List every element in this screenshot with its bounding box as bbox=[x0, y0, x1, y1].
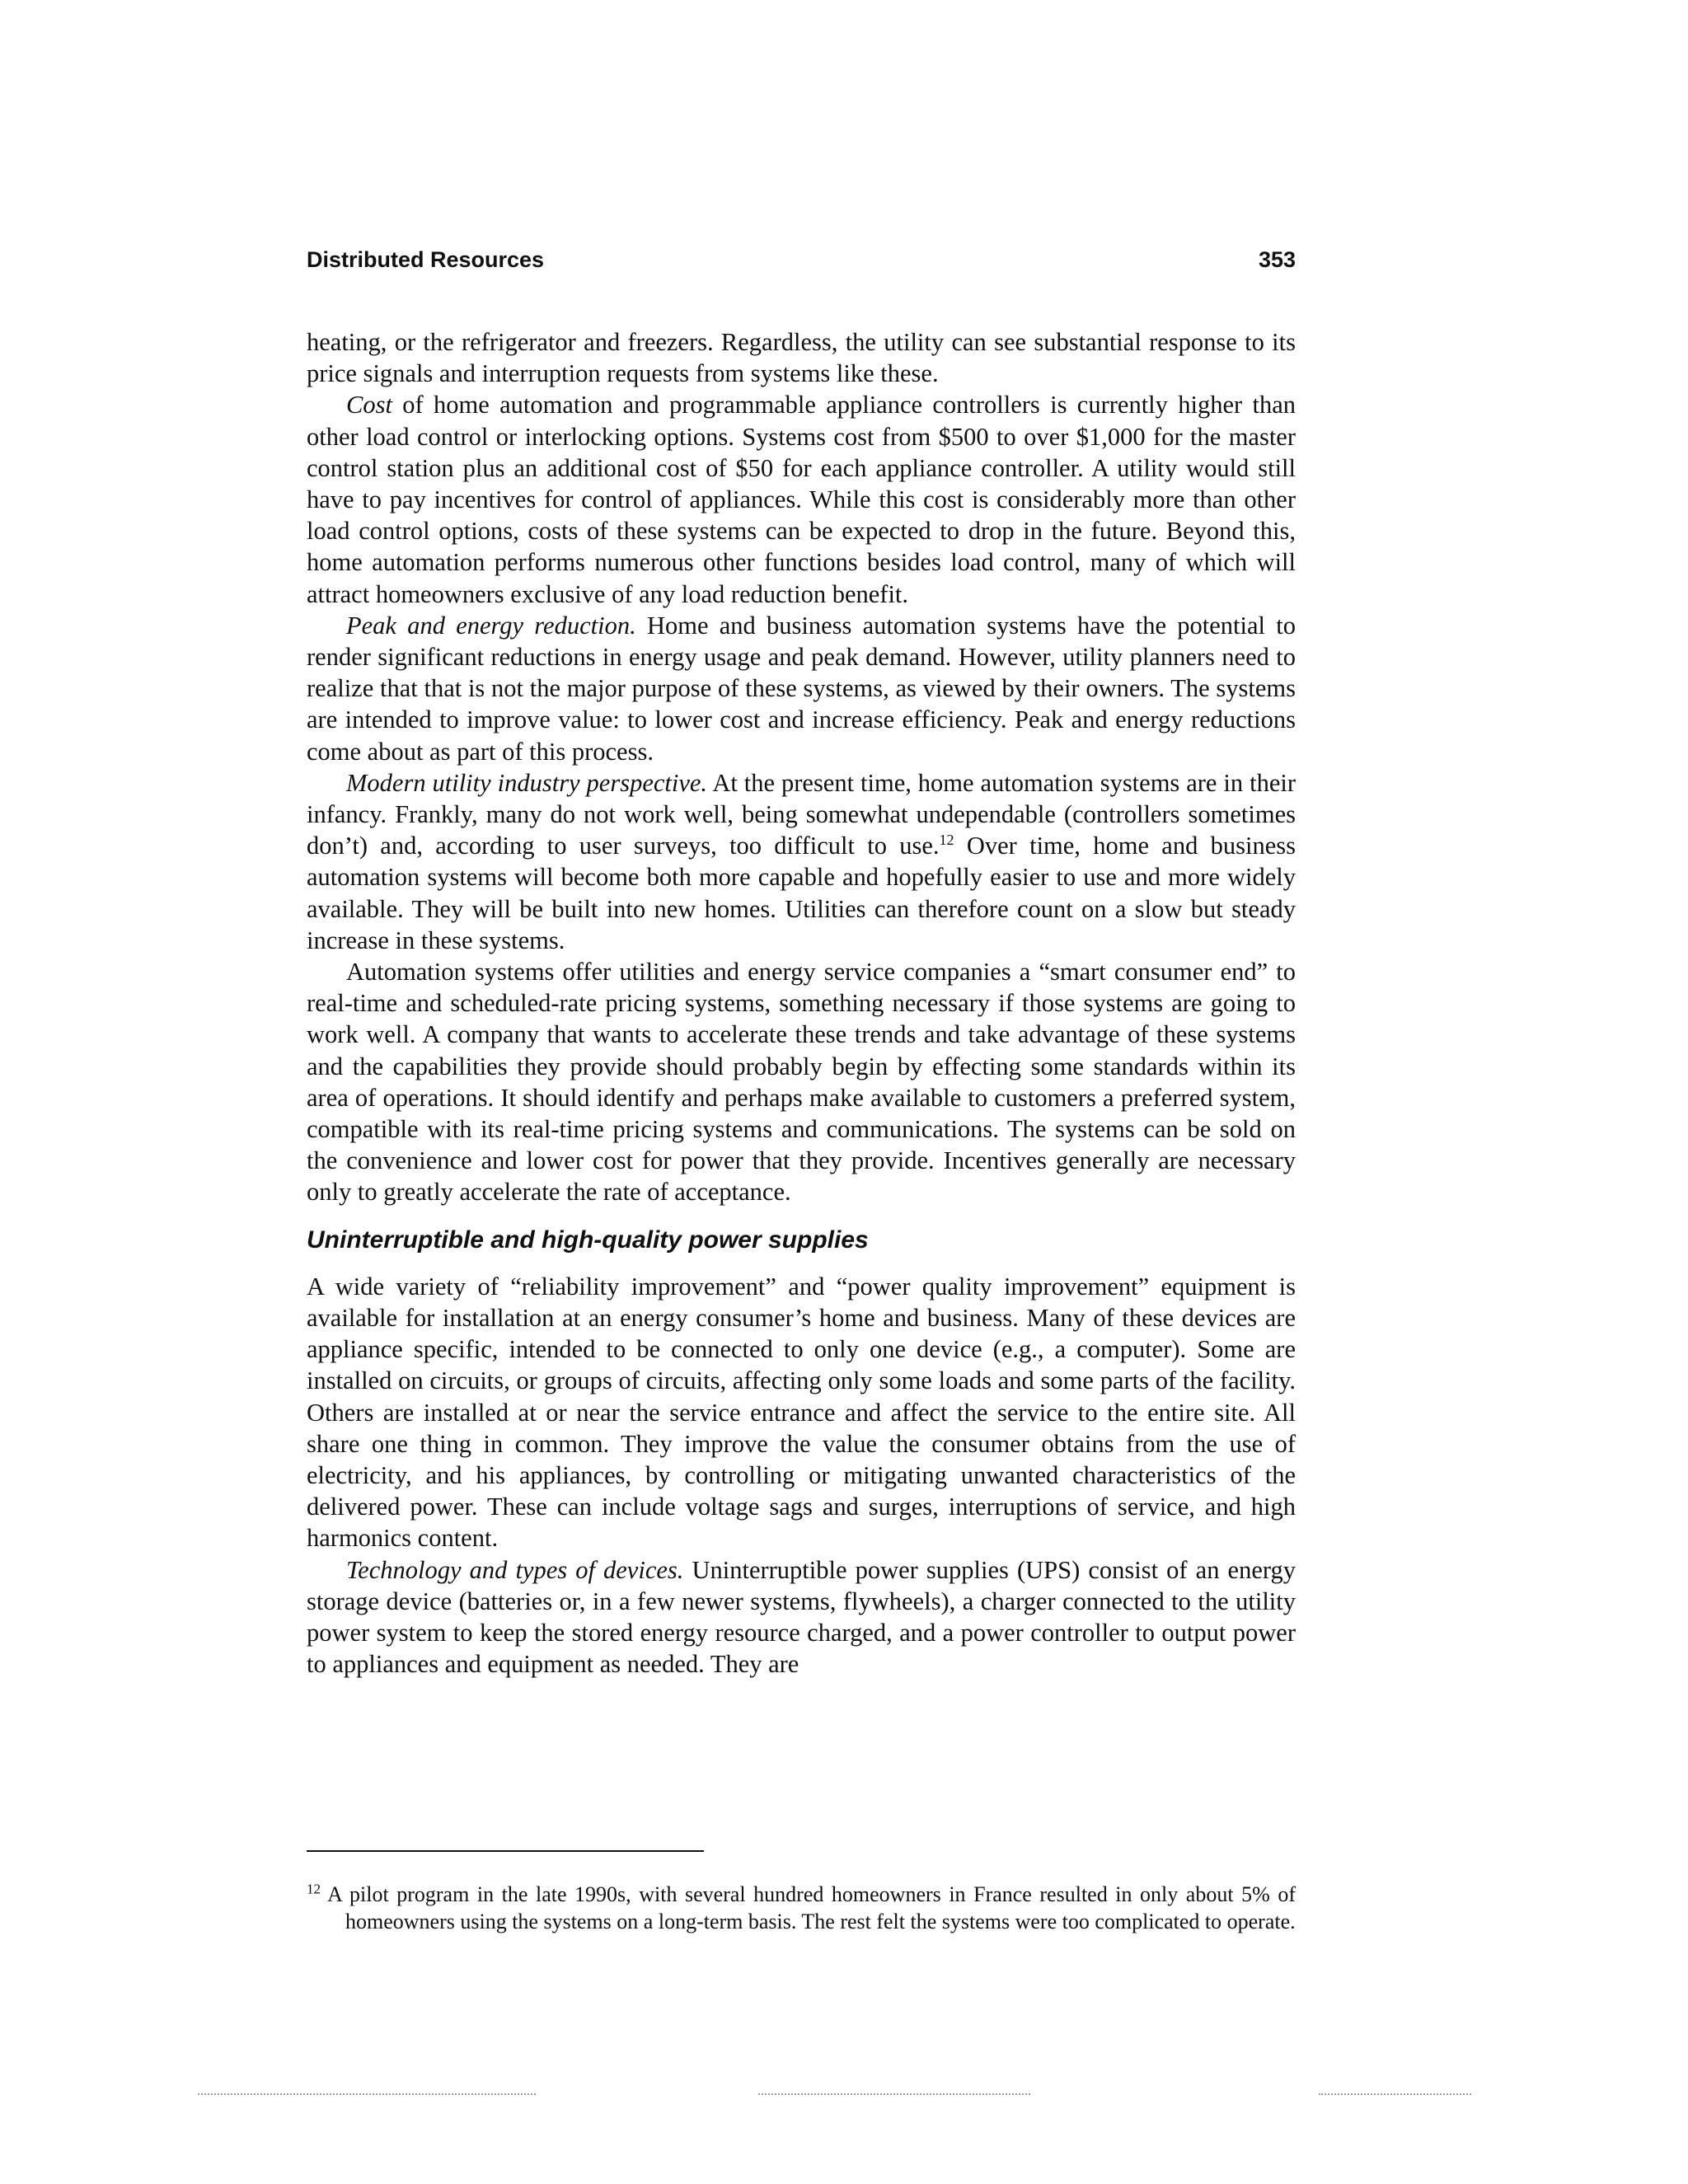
paragraph-peak-energy-reduction bbox=[307, 610, 1296, 767]
running-header bbox=[307, 247, 1296, 284]
paragraph-text: At the present time, home automation systems are in their infancy. Frankly, many do not work well, being somewhat undependable (controllers sometimes don’t) and, according to user surveys, too difficult to use. bbox=[307, 768, 1296, 860]
run-in-heading-perspective: Modern utility industry perspective. bbox=[346, 768, 708, 797]
run-in-heading-technology: Technology and types of devices. bbox=[346, 1555, 684, 1584]
paragraph-cost bbox=[307, 389, 1296, 609]
paragraph-text: Uninterruptible power supplies (UPS) consist of an energy storage device (batteries or, in a few newer systems, flywheels), a charger connected to the utility power system to keep the stored energy resource charged, and a power controller to output power to appliances and equipment as needed. They are bbox=[307, 1555, 1296, 1679]
scan-artifact-line bbox=[0, 2093, 1688, 2100]
running-head-title: Distributed Resources bbox=[307, 247, 545, 272]
section-heading: Uninterruptible and high-quality power supplies bbox=[307, 1226, 869, 1254]
run-in-heading-cost: Cost bbox=[346, 391, 392, 419]
footnote bbox=[307, 1881, 1296, 1935]
paragraph-ups-intro: A wide variety of “reliability improvement” and “power quality improvement” equipment is available for installation at an energy consumer’s home and business. Many of these devices are appliance specific, intended to be connected to only one device (e.g., a computer). Some are installed on circuits, or groups of circuits, affecting only some loads and some parts of the facility. Others are installed at or near the service entrance and affect the service to the entire site. All share one thing in common. They improve the value the consumer obtains from the use of electricity, and his appliances, by controlling or mitigating unwanted characteristics of the delivered power. These can include voltage sags and surges, interruptions of service, and high harmonics content. bbox=[307, 1272, 1296, 1553]
paragraph-continuation: heating, or the refrigerator and freezers. Regardless, the utility can see substantial response to its price signals and interruption requests from systems like these. bbox=[307, 328, 1296, 388]
footnote-marker: 12 bbox=[307, 1881, 321, 1897]
footnote-text-block bbox=[307, 1881, 1296, 1935]
paragraph-text: of home automation and programmable appliance controllers is currently higher than other load control or interlocking options. Systems cost from $500 to over $1,000 for the master control station plus an additional cost of $50 for each appliance controller. A utility would still have to pay incentives for control of appliances. While this cost is considerably more than other load control options, costs of these systems can be expected to drop in the future. Beyond this, home automation performs numerous other functions besides load control, many of which will attract homeowners exclusive of any load reduction benefit. bbox=[307, 391, 1296, 608]
scan-mark bbox=[758, 2093, 1030, 2095]
paragraph-text: Home and business automation systems have the potential to render significant reductions in energy usage and peak demand. However, utility planners need to realize that that is not the major purpose of these systems, as viewed by their owners. The systems are intended to improve value: to lower cost and increase efficiency. Peak and energy reductions come about as part of this process. bbox=[307, 611, 1296, 766]
page-number: 353 bbox=[1258, 247, 1296, 272]
paragraph-industry-perspective bbox=[307, 767, 1296, 956]
scan-mark bbox=[1319, 2093, 1471, 2095]
footnote-rule bbox=[307, 1850, 704, 1852]
footnote-reference[interactable]: 12 bbox=[939, 832, 954, 849]
run-in-heading-peak: Peak and energy reduction. bbox=[346, 611, 636, 640]
paragraph-automation-systems: Automation systems offer utilities and energy service companies a “smart consumer end” to real-time and scheduled-rate pricing systems, something necessary if those systems are going to work well. A company that wants to accelerate these trends and take advantage of these systems and the capabilities they provide should probably begin by effecting some standards within its area of operations. It should identify and perhaps make available to customers a preferred system, compatible with its real-time pricing systems and communications. The systems can be sold on the convenience and lower cost for power that they provide. Incentives generally are necessary only to greatly accelerate the rate of acceptance. bbox=[307, 958, 1296, 1207]
scan-mark bbox=[198, 2093, 536, 2095]
paragraph-text: Over time, home and business automation systems will become both more capable and hopefully easier to use and more widely available. They will be built into new homes. Utilities can therefore count on a slow but steady increase in these systems. bbox=[307, 832, 1296, 954]
body-text bbox=[307, 326, 1296, 1680]
paragraph-technology-types bbox=[307, 1554, 1296, 1680]
footnote-text: A pilot program in the late 1990s, with several hundred homeowners in France resulted in only about 5% of homeowners using the systems on a long-term basis. The rest felt the systems were too complicated to operate. bbox=[321, 1882, 1296, 1933]
